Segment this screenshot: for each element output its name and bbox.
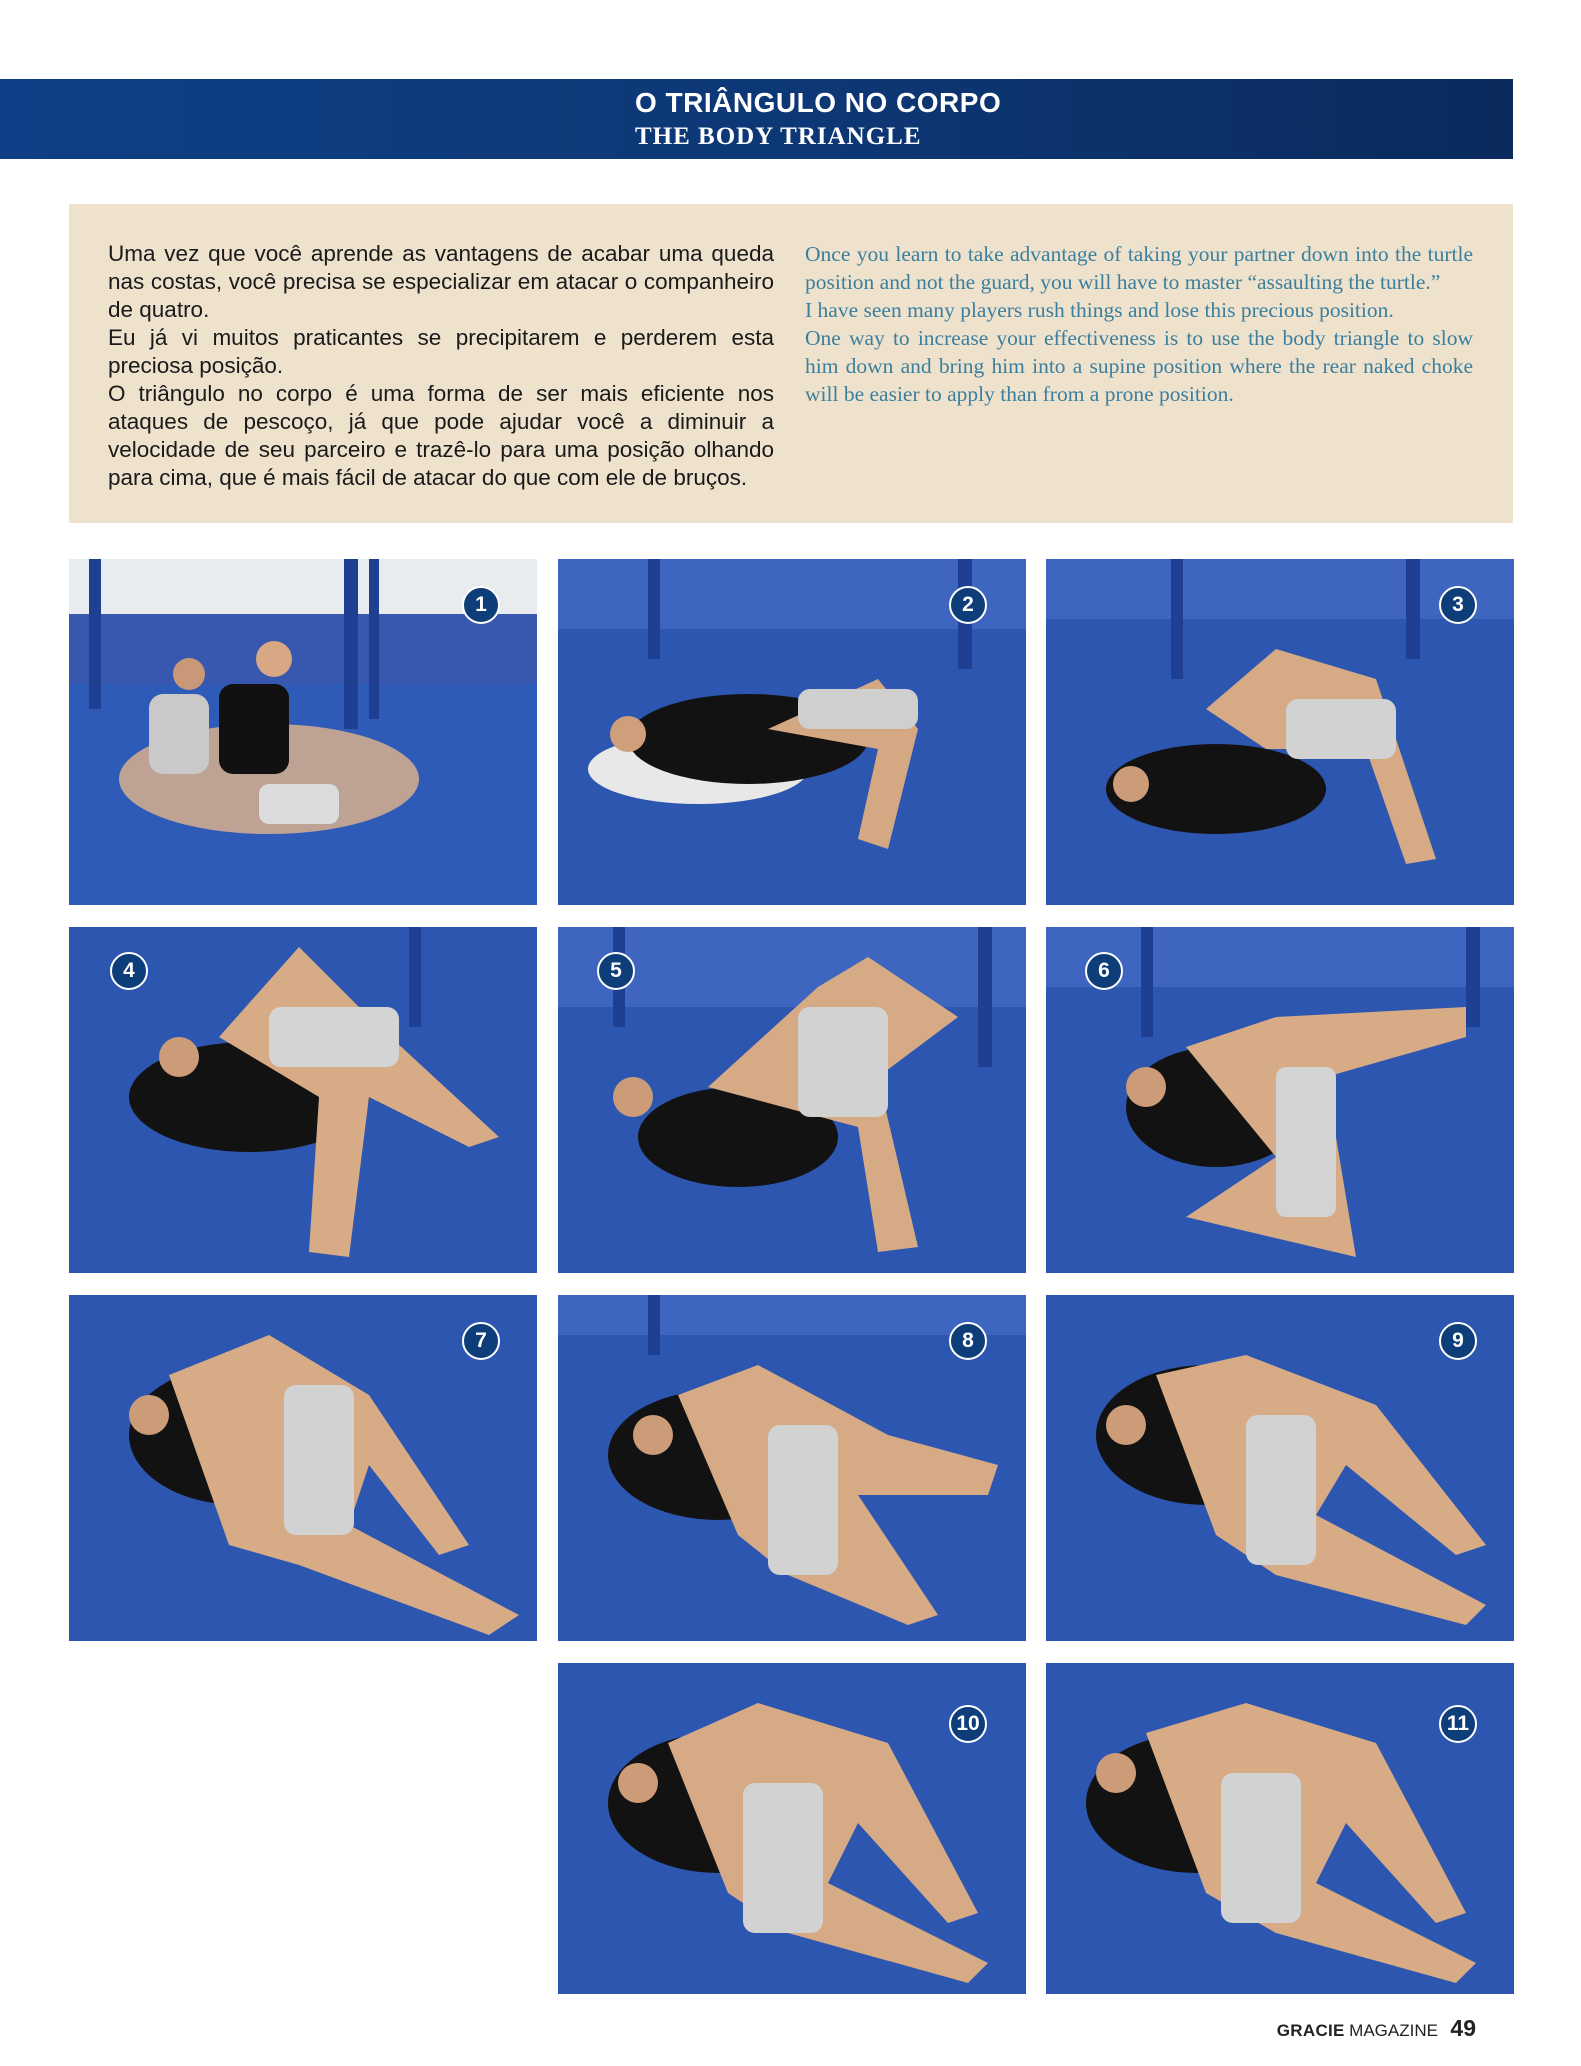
step-number-badge: 5 [597, 952, 635, 990]
section-title-portuguese: O TRIÂNGULO NO CORPO [635, 87, 1002, 118]
section-header [0, 79, 1513, 159]
intro-box [69, 204, 1513, 523]
step-number-badge: 7 [462, 1322, 500, 1360]
intro-english-column [805, 240, 1473, 408]
technique-photo-5 [558, 927, 1026, 1273]
technique-photo-9 [1046, 1295, 1514, 1641]
technique-photo-6 [1046, 927, 1514, 1273]
technique-photo-4 [69, 927, 537, 1273]
step-number-badge: 2 [949, 586, 987, 624]
footer-magazine: MAGAZINE [1349, 2021, 1438, 2040]
technique-photo-7 [69, 1295, 537, 1641]
step-number-badge: 11 [1439, 1705, 1477, 1743]
step-number-badge: 9 [1439, 1322, 1477, 1360]
intro-pt-paragraph: O triângulo no corpo é uma forma de ser mais eficiente nos ataques de pescoço, já que pode ajudar você a diminuir a velocidade de seu parceiro e trazê-lo para uma posição olhando para cima, que é mais fácil de atacar do que com ele de bruços. [108, 381, 774, 490]
step-number-badge: 6 [1085, 952, 1123, 990]
step-number-badge: 10 [949, 1705, 987, 1743]
intro-pt-paragraph: Uma vez que você aprende as vantagens de acabar uma queda nas costas, você precisa se especializar em atacar o companheiro de quatro. [108, 241, 774, 322]
page-footer [1277, 2015, 1476, 2042]
intro-en-paragraph: I have seen many players rush things and lose this precious position. [805, 298, 1394, 322]
intro-en-paragraph: Once you learn to take advantage of taking your partner down into the turtle position and not the guard, you will have to master “assaulting the turtle.” [805, 242, 1473, 294]
technique-photo-1 [69, 559, 537, 905]
technique-photo-11 [1046, 1663, 1514, 1994]
step-number-badge: 4 [110, 952, 148, 990]
footer-brand: GRACIE [1276, 2021, 1345, 2040]
section-title-english: THE BODY TRIANGLE [635, 123, 922, 150]
technique-photo-2 [558, 559, 1026, 905]
intro-portuguese-column [108, 240, 774, 492]
step-number-badge: 1 [462, 586, 500, 624]
technique-photo-8 [558, 1295, 1026, 1641]
intro-pt-paragraph: Eu já vi muitos praticantes se precipitarem e perderem esta preciosa posição. [108, 325, 774, 378]
step-number-badge: 3 [1439, 586, 1477, 624]
technique-photo-10 [558, 1663, 1026, 1994]
step-number-badge: 8 [949, 1322, 987, 1360]
intro-en-paragraph: One way to increase your effectiveness is to use the body triangle to slow him down and bring him into a supine position where the rear naked choke will be easier to apply than from a prone position. [805, 326, 1473, 406]
technique-photo-3 [1046, 559, 1514, 905]
page-number: 49 [1450, 2015, 1476, 2041]
